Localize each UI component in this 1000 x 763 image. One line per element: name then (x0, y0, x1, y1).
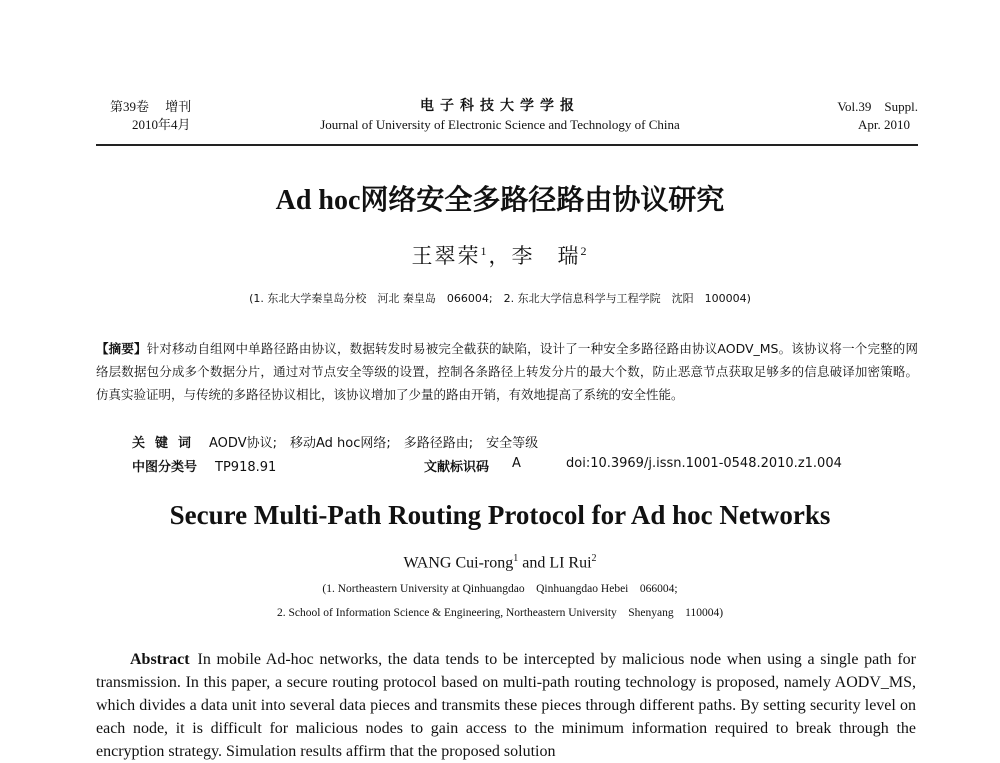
author-affiliation-mark: 1 (513, 553, 519, 564)
doc-code-label: 文献标识码 (424, 460, 490, 475)
author-affiliation-mark: 2 (580, 244, 589, 258)
volume-issue-en: Vol.39 Suppl. (837, 99, 918, 114)
classification-row (132, 456, 842, 475)
doi: doi:10.3969/j.issn.1001-0548.2010.z1.004 (566, 456, 842, 471)
author-separator: ， (488, 244, 512, 268)
issue-date-en: Apr. 2010 (858, 117, 910, 132)
affiliation-en-line1: (1. Northeastern University at Qinhuangdao Qinhuangdao Hebei 066004; (322, 583, 678, 595)
abstract-cn-label: 【摘要】 (96, 341, 147, 356)
author-name-en: WANG Cui-rong (403, 554, 514, 572)
paper-title-cn: Ad hoc网络安全多路径路由协议研究 (275, 185, 725, 216)
abstract-en-text: In mobile Ad-hoc networks, the data tends to be intercepted by malicious node when using a single path for transmission. In this paper, a secure routing protocol based on multi-path routing technology is proposed, namely AODV_MS, which divides a data unit into several data pieces and transmits these pieces through different paths. By setting security level on each node, it is difficult for malicious nodes to gain access to the minimum information required to break through the encryption strategy. Simulation results affirm that the proposed solution (96, 651, 916, 760)
doc-code-value: A (512, 456, 521, 471)
keywords-label: 关键词 (132, 436, 202, 451)
abstract-en (96, 648, 916, 763)
abstract-cn-text: 针对移动自组网中单路径路由协议，数据转发时易被完全截获的缺陷，设计了一种安全多路径路由协议AODV_MS。该协议将一个完整的网络层数据包分成多个数据分片，通过对节点安全等级的设置，控制各条路径上转发分片的最大个数，防止恶意节点获取足够多的信息破译加密策略。仿真实验证明，与传统的多路径协议相比，该协议增加了少量的路由开销，有效地提高了系统的安全性能。 (96, 341, 918, 402)
author-name-en: LI Rui (549, 554, 592, 572)
abstract-cn (96, 337, 918, 406)
authors-en (0, 553, 1000, 572)
keywords-list: AODV协议; 移动Ad hoc网络; 多路径路由; 安全等级 (209, 436, 539, 451)
author-conjunction: and (518, 554, 550, 572)
author-name: 李 瑞 (511, 244, 581, 268)
paper-title-en: Secure Multi-Path Routing Protocol for Ad hoc Networks (169, 500, 831, 530)
author-affiliation-mark: 1 (480, 244, 489, 258)
abstract-en-label: Abstract (130, 651, 190, 668)
keywords-row (132, 432, 538, 451)
affiliation-en-line2: 2. School of Information Science & Engineering, Northeastern University Shenyang 110004) (276, 607, 724, 619)
journal-name-en: Journal of University of Electronic Science and Technology of China (320, 117, 680, 132)
journal-volume-info-en (837, 98, 918, 134)
clc-label: 中图分类号 (132, 460, 198, 475)
clc-value: TP918.91 (215, 460, 277, 475)
affiliation-cn: (1. 东北大学秦皇岛分校 河北 秦皇岛 066004; 2. 东北大学信息科学与工程学院 沈阳 100004) (249, 292, 751, 305)
journal-name-cn: 电子科技大学学报 (420, 99, 580, 114)
author-name: 王翠荣 (411, 244, 481, 268)
authors-cn (0, 240, 1000, 270)
volume-issue: 第39卷 增刊 (110, 99, 192, 114)
author-affiliation-mark: 2 (591, 553, 597, 564)
issue-date-cn: 2010年4月 (132, 117, 191, 132)
header-divider (96, 144, 918, 146)
